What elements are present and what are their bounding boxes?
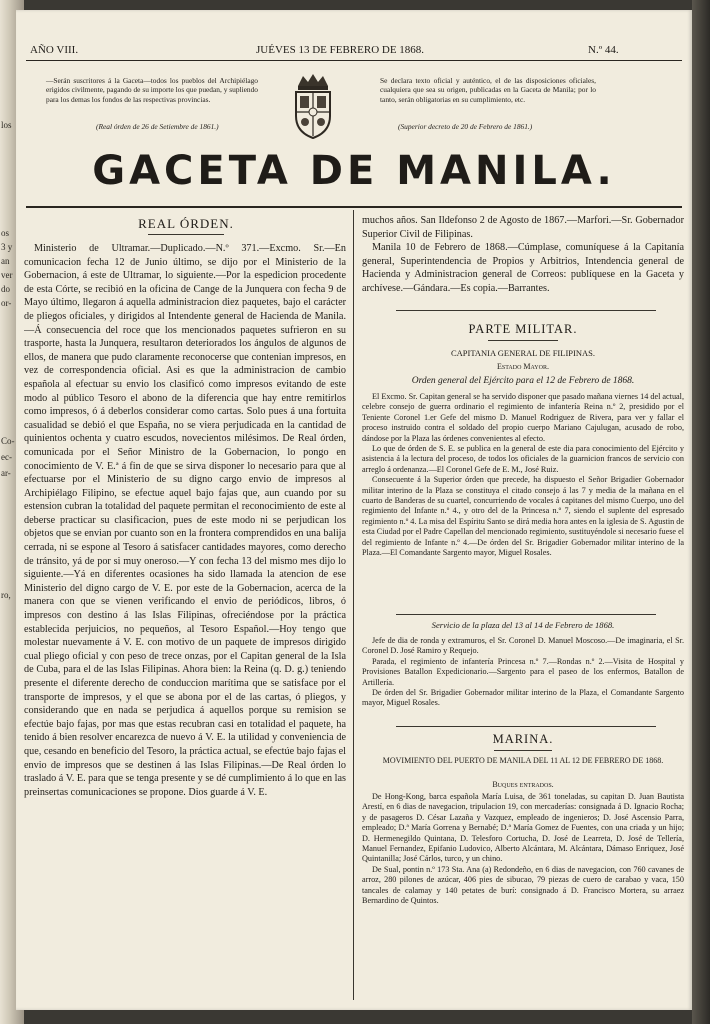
buques-entrados-heading: Buques entrados. (492, 780, 554, 789)
movimiento-heading: MOVIMIENTO DEL PUERTO DE MANILA DEL 11 AL 12 DE FEBRERO DE 1868. (382, 756, 664, 765)
servicio-paragraph-2: Parada, el regimiento de infantería Princesa n.º 7.—Rondas n.º 2.—Visita de Hospital y Provisiones Batallon Expedicionario.—Sargento para el paseo de los enfermos, Batallon de Artillería. (362, 656, 684, 687)
orden-general-body (362, 392, 684, 559)
issue-number: N.º 44. (588, 44, 619, 56)
issue-date: JUÉVES 13 DE FEBRERO DE 1868. (256, 44, 425, 56)
order-title: Orden general del Ejército para el 12 de Febrero de 1868. (411, 376, 635, 386)
continuation-text-2: Manila 10 de Febrero de 1868.—Cúmplase, comuníquese á la Capitanía general, Superintendencia de Propios y Arbitrios, Intendencia general de Hacienda y Administracion general de Correos: publíquese en la Gaceta y archívese.—Gándara.—Es copia.—Barrantes. (362, 242, 684, 294)
section-rule-2 (396, 614, 656, 615)
servicio-paragraph-1: Jefe de dia de ronda y extramuros, el Sr. Coronel D. Manuel Moscoso.—De imaginaria, el Sr. Coronel D. José Ramiro y Requejo. (362, 636, 684, 656)
servicio-title: Servicio de la plaza del 13 al 14 de Febrero de 1868. (431, 620, 615, 630)
marina-body (362, 792, 684, 1004)
orden-paragraph-1: El Excmo. Sr. Capitan general se ha servido disponer que pasado mañana viernes 14 del actual, celebre consejo de guerra ordinario el regimiento de infantería Reina n.º 2, presidido por el Teniente Coronel 1.er Gefe del mismo D. Manuel Rodriguez de Rivera, para ver y fallar el proceso instruido contra el soldado del propio cuerpo Mariano Cajulugan, acusado de robo, dándose por la Plaza las órdenes convenientes al efecto. (362, 392, 684, 443)
notice-left-source: (Real órden de 26 de Setiembre de 1861.) (96, 122, 219, 131)
binding-fragment: los (1, 120, 12, 130)
parte-militar-heading: PARTE MILITAR. (468, 322, 578, 336)
binding-fragment: ver (1, 270, 13, 280)
section-rule-3 (396, 726, 656, 727)
marina-heading: MARINA. (492, 732, 554, 746)
binding-fragment: or- (1, 298, 12, 308)
continuation-body (362, 214, 684, 296)
binding-fragment: ar- (1, 468, 11, 478)
notice-right-source: (Superior decreto de 20 de Febrero de 1861.) (398, 122, 533, 131)
binding-fragment: 3 y (1, 242, 13, 252)
notice-left: —Serán suscritores á la Gaceta—todos los pueblos del Archipiélago erigidos civilmente, pagando de su importe los que puedan, y supliendo para los demas los fondos de las respectivas provincias. (46, 76, 258, 104)
real-orden-body (24, 242, 346, 1006)
marina-paragraph-1: De Hong-Kong, barca española María Luisa, de 361 toneladas, su capitan D. Juan Bautista Arestí, en 6 dias de navegacion, tripulacion 19, con mercaderías: consignada á D. Ignacio Rocha; y de pasageros D. César Lazaña y Vazquez, empleado de ingenieros; D. José Ascensio Parra, empleado; D.ª María Gorrena y Bernabé; D.ª María Gomez de Fuentes, con una criada y un hijo; D. Hermenegildo Quintana, D. Telesforo Cortucha, D. José de Learreta, D. José de Tellería, Manuel Fernandez, Epifanio Ludovico, Alberto Alcántara, M. Alcántara, Dámaso Enriquez, José Quintanilla; José Cárlos, turco, y un chino. (362, 792, 684, 864)
royal-coat-of-arms-icon (288, 72, 338, 140)
servicio-body (362, 636, 684, 709)
column-divider (353, 210, 354, 1000)
newspaper-page (16, 10, 692, 1010)
title-rule (26, 206, 682, 208)
estado-mayor-heading: Estado Mayor. (497, 362, 549, 371)
orden-paragraph-3: Consecuente á la Superior órden que precede, ha dispuesto el Señor Brigadier Gobernador militar interino de la Plaza se constituya el citado consejo á las 7 y media de la mañana en el cuarto de Banderas de su cuartel, concurriendo de vocales á capitanes del mismo Cuerpo, uno del regimiento del Infante n.º 4., y otro del de la Princesa n.º 7, siendo el suplente del espresado regimiento n.º 4. La misa del Espíritu Santo se dirá media hora antes en la iglesia de S. Agustin de esta Ciudad por el Padre Capellan del mencionado regimiento, sustituyéndole si necesario fuese el del regimiento de Infante n.º 4.—De órden del Sr. Brigadier Gobernador militar interino de la Plaza.—El Comandante Sargento mayor, Miguel Rosales. (362, 475, 684, 558)
binding-fragment: ec- (1, 452, 12, 462)
binding-fragment: Co- (1, 436, 15, 446)
marina-paragraph-2: De Sual, pontin n.º 173 Sta. Ana (a) Redondeño, en 6 dias de navegacion, con 760 cavanes de arroz, 280 pilones de azúcar, 406 pies de sibucao, 79 piezas de cuero de carabao y vaca, 150 tancales de calamay y 140 petates de burí: consignado á D. Francisco Mortera, su arraez Bernardino de Quintos. (362, 864, 684, 906)
continuation-text: muchos años. San Ildefonso 2 de Agosto de 1867.—Marfori.—Sr. Gobernador Superior Civil de Filipinas. (362, 215, 684, 240)
orden-paragraph-2: Lo que de órden de S. E. se publica en la general de este dia para conocimiento del Ejército y asistencia á la lectura del proceso, de todos los oficiales de la guarnicion francos de servicio con arreglo á ordenanza.—El Coronel Gefe de E. M., José Ruiz. (362, 444, 684, 474)
real-orden-heading: REAL ÓRDEN. (138, 216, 234, 231)
newspaper-title: GACETA DE MANILA. (92, 148, 616, 194)
binding-fragment: do (1, 284, 10, 294)
header-rule (26, 60, 682, 61)
heading-underline-3 (494, 750, 552, 751)
binding-fragment: an (1, 256, 10, 266)
binding-fragment: ro, (1, 590, 11, 600)
heading-underline-2 (488, 340, 558, 341)
capitania-heading: CAPITANIA GENERAL DE FILIPINAS. (451, 348, 595, 358)
heading-underline (148, 234, 224, 235)
section-rule (396, 310, 656, 311)
notice-right: Se declara texto oficial y auténtico, el de las disposiciones oficiales, cualquiera que sea su origen, publicadas en la Gaceta de Manila; por lo tanto, serán obligatorias en su cumplimiento, etc. (380, 76, 596, 104)
issue-year: AÑO VIII. (30, 44, 79, 56)
page-edge-shadow (692, 0, 710, 1024)
servicio-paragraph-3: De órden del Sr. Brigadier Gobernador militar interino de la Plaza, el Comandante Sargento mayor, Miguel Rosales. (362, 688, 684, 708)
real-orden-text: Ministerio de Ultramar.—Duplicado.—N.º 371.—Excmo. Sr.—En comunicacion fecha 12 de Junio último, se dijo por el Ministerio de la Gobernacion, á este de Ultramar, lo siguiente.—Por la espedicion procedente de esta Córte, se recibió en la oficina de Cange de la Junquera con fecha 9 de Mayo último, llegaron á aquella administracion diez paquetes, bajo el carácter de pliegos oficiales, y dirigidos al Intendente general de Hacienda de Manila.—Á consecuencia del roce que los mencionados paquetes sufrieron en su trasporte, hasta la Junquera, resultaron deteriorados los ángulos de algunos de ellos, de manera que pudo claramente reconocerse que contenian impresos, en vez de correspondencia oficial. Asi es que la administracion de cambio española al efectuar su envio los clasificó como impresos evitando de este modo al público Tesoro el abono de la diferencia que hay entre remitirlos como impresos, ó á deberlos considerar como cartas. Solo pues á una fortuita casualidad se debió el que España, no se viera perjudicada en la cantidad de quinientos ochenta y cuatro escudos, novecientos milésimos. De Real órden, comunicada por el Señor Ministro de la Gobernacion, lo pongo en conocimiento de V. E.ª á fin de que se sirva disponer lo necesario para que al efectuarse por el Ministerio de su digno cargo envio de impresos al Archipiélago Filipino, se efectue aquel bajo fajas que, aun cuando por su estension cubran la totalidad del paquete permitan el reconocimiento de este al deberse practicar su clasificacion, pues de este modo ni se perjudican los objetos que se envian por cuanto son en la frontera comprendidos en una balija cerrada, ni se espone al Tesoro á satisfacer cantidades mayores, como derecho de tránsito, yá de por si muy oneroso.—Y con fecha 13 del mismo mes dijo lo siguiente.—Yá en diferentes ocasiones ha sido llamada la atencion de ese Ministerio del digno cargo de V. E. por este de la Gobernacion, acerca de la manera con que se vienen verificando el envio de periódicos, libros, ó impresos con destino á las Islas Filipinas, ofreciéndose por la práctica establecida perjuicios, no pequeños, al Tesoro Español.—Hoy tengo que molestar nuevamente á V. E. con motivo de un paquete de impresos dirigido cual pliego oficial y con peso de trece onzas, por el Capitan general de la Isla de Cuba, para el de las Islas Filipinas. Ahora bien: la Reina (q. D. g.) teniendo presente el diferente derecho de conduccion marítima que se satisface por el transporte de impresos, y el que se abona por el de las cartas, ó pliegos, y considerando que en nada se perjudica á aquellos porque su remision se efectúe bajo fajas, por mas que estas recubran casi en totalidad el paquete, ha tenido á bien resolver encarezca de nuevo á V. E. la utilidad y conveniencia de que, cesando en beneficio del Tesoro, la práctica actual, se efectúe bajo fajas el envio de impresos que se destinen á las Islas Filipinas.—De Real órden lo traslado á V. E. para que se tenga presente y se dé cumplimiento á lo que en las preinsertas comunicaciones se propone. Dios guarde á V. E. (24, 243, 346, 798)
binding-fragment: os (1, 228, 10, 238)
